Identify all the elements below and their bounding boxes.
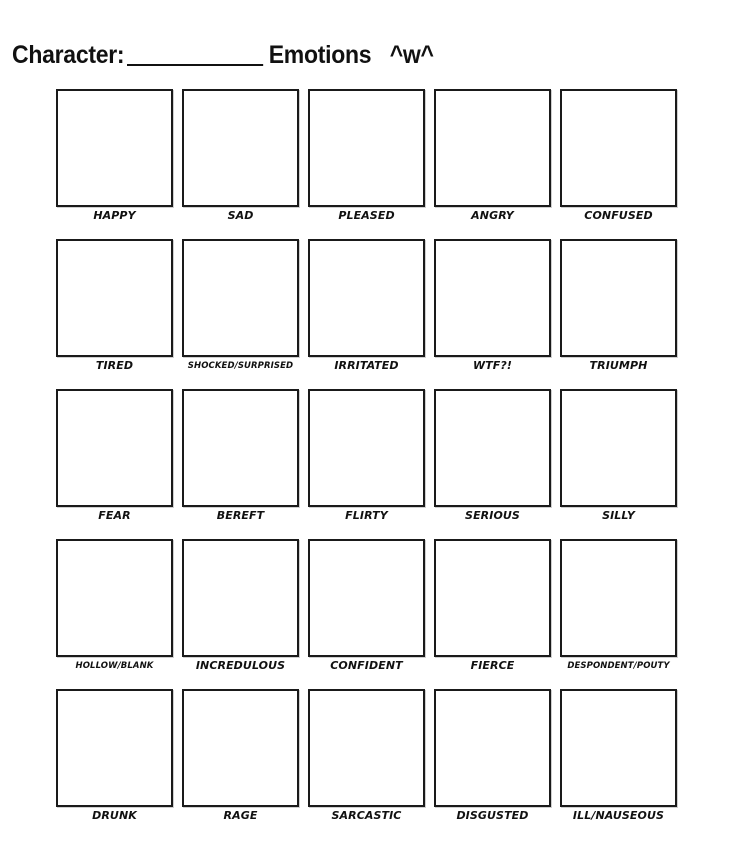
drawing-frame <box>56 89 173 207</box>
emotion-label: HOLLOW/BLANK <box>75 661 154 671</box>
drawing-frame <box>434 389 551 507</box>
title-emoticon: ^w^ <box>389 41 434 69</box>
emotion-cell-disgusted <box>434 689 551 839</box>
emotion-cell-confident <box>308 539 425 689</box>
emotion-label: ILL/NAUSEOUS <box>572 809 665 822</box>
emotion-cell-fierce <box>434 539 551 689</box>
emotion-cell-tired <box>56 239 173 389</box>
emotion-grid <box>56 89 678 839</box>
emotion-label: SHOCKED/SURPRISED <box>187 361 294 371</box>
emotion-cell-incredulous <box>182 539 299 689</box>
emotion-label: SAD <box>227 209 254 222</box>
emotion-label: FLIRTY <box>345 509 388 522</box>
emotion-cell-despondent-pouty <box>560 539 677 689</box>
emotion-label: INCREDULOUS <box>195 659 286 672</box>
drawing-frame <box>434 689 551 807</box>
drawing-frame <box>56 689 173 807</box>
emotion-cell-confused <box>560 89 677 239</box>
drawing-frame <box>308 239 425 357</box>
emotion-label: DESPONDENT/POUTY <box>567 661 670 671</box>
drawing-frame <box>434 89 551 207</box>
emotion-cell-flirty <box>308 389 425 539</box>
emotion-label: SERIOUS <box>465 509 520 522</box>
drawing-frame <box>560 89 677 207</box>
emotion-cell-pleased <box>308 89 425 239</box>
emotion-cell-rage <box>182 689 299 839</box>
drawing-frame <box>308 539 425 657</box>
emotion-label: SARCASTIC <box>331 809 402 822</box>
drawing-frame <box>560 239 677 357</box>
drawing-frame <box>182 539 299 657</box>
emotion-label: TRIUMPH <box>589 359 648 372</box>
drawing-frame <box>56 539 173 657</box>
drawing-frame <box>182 89 299 207</box>
emotion-cell-shocked-surprised <box>182 239 299 389</box>
emotion-cell-serious <box>434 389 551 539</box>
emotion-cell-bereft <box>182 389 299 539</box>
drawing-frame <box>182 689 299 807</box>
emotion-label: FIERCE <box>470 659 515 672</box>
emotion-cell-triumph <box>560 239 677 389</box>
emotion-label: BEREFT <box>216 509 265 522</box>
emotion-cell-silly <box>560 389 677 539</box>
emotion-cell-fear <box>56 389 173 539</box>
drawing-frame <box>434 239 551 357</box>
emotion-label: IRRITATED <box>334 359 399 372</box>
emotion-cell-ill-nauseous <box>560 689 677 839</box>
emotion-label: CONFIDENT <box>330 659 403 672</box>
emotion-cell-wtf <box>434 239 551 389</box>
emotion-label: RAGE <box>223 809 258 822</box>
emotion-label: CONFUSED <box>584 209 653 222</box>
emotion-cell-hollow-blank <box>56 539 173 689</box>
emotion-cell-sad <box>182 89 299 239</box>
character-name-blank <box>127 63 263 66</box>
emotion-cell-sarcastic <box>308 689 425 839</box>
drawing-frame <box>182 389 299 507</box>
emotion-label: FEAR <box>98 509 131 522</box>
drawing-frame <box>560 539 677 657</box>
page-title <box>12 34 434 70</box>
drawing-frame <box>308 89 425 207</box>
emotion-cell-happy <box>56 89 173 239</box>
drawing-frame <box>434 539 551 657</box>
drawing-frame <box>560 689 677 807</box>
drawing-frame <box>56 239 173 357</box>
emotion-label: SILLY <box>602 509 635 522</box>
drawing-frame <box>560 389 677 507</box>
emotion-cell-angry <box>434 89 551 239</box>
emotion-label: WTF?! <box>472 359 513 372</box>
emotion-label: HAPPY <box>93 209 136 222</box>
emotion-label: PLEASED <box>338 209 395 222</box>
emotion-label: ANGRY <box>471 209 514 222</box>
title-prefix: Character: <box>12 41 125 69</box>
drawing-frame <box>182 239 299 357</box>
emotion-label: DISGUSTED <box>456 809 529 822</box>
drawing-frame <box>308 689 425 807</box>
emotion-cell-irritated <box>308 239 425 389</box>
emotion-label: DRUNK <box>92 809 137 822</box>
drawing-frame <box>56 389 173 507</box>
drawing-frame <box>308 389 425 507</box>
title-middle: Emotions <box>268 41 372 69</box>
emotion-cell-drunk <box>56 689 173 839</box>
emotion-label: TIRED <box>95 359 134 372</box>
